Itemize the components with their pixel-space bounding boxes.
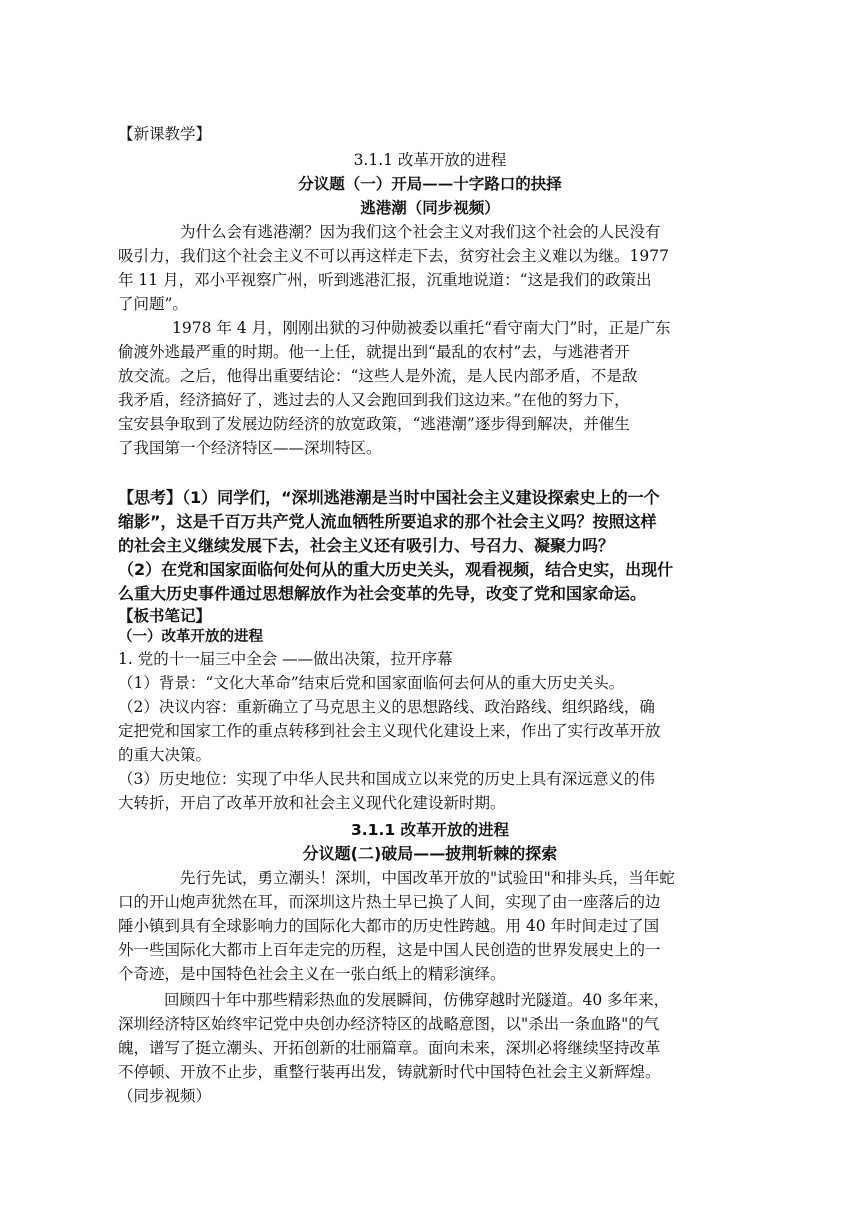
para3-line: 外一些国际化大都市上百年走完的历程，这是中国人民创造的世界发展史上的一 — [118, 941, 661, 959]
heading-subtopic-one: 分议题（一）开局——十字路口的抉择 — [298, 174, 562, 193]
para1-line: 年 11 月，邓小平视察广州，听到逃港汇报，沉重地说道：“这是我们的政策出 — [118, 271, 652, 289]
para4-line: 不停顿、开放不止步，重整行装再出发，铸就新时代中国特色社会主义新辉煌。 — [118, 1063, 661, 1081]
para2-line: 了我国第一个经济特区——深圳特区。 — [118, 439, 382, 457]
section-tag: 【新课教学】 — [118, 125, 212, 143]
para3-line: 陲小镇到具有全球影响力的国际化大都市的历史性跨越。用 40 年时间走过了国 — [118, 917, 660, 935]
think-line: 缩影”，这是千百万共产党人流血牺牲所要追求的那个社会主义吗？按照这样 — [118, 512, 657, 531]
para3-line: 个奇迹，是中国特色社会主义在一张白纸上的精彩演绎。 — [118, 965, 506, 983]
para3-line: 口的开山炮声犹然在耳，而深圳这片热土早已换了人间，实现了由一座落后的边 — [118, 893, 661, 911]
board-line: 定把党和国家工作的重点转移到社会主义现代化建设上来，作出了实行改革开放 — [118, 722, 661, 740]
heading-subtopic-two: 分议题(二)破局——披荆斩棘的探索 — [302, 844, 558, 863]
para4-line: 回顾四十年中那些精彩热血的发展瞬间，仿佛穿越时光隧道。40 多年来， — [164, 991, 670, 1009]
board-line: （2）决议内容：重新确立了马克思主义的思想路线、政治路线、组织路线，确 — [118, 698, 655, 716]
para1-line: 为什么会有逃港潮？因为我们这个社会主义对我们这个社会的人民没有 — [180, 223, 661, 241]
board-section-title: （一）改革开放的进程 — [118, 629, 263, 645]
think-line: 么重大历史事件通过思想解放作为社会变革的先导，改变了党和国家命运。 — [118, 584, 647, 603]
board-item-title: 1. 党的十一届三中全会 ——做出决策，拉开序幕 — [118, 650, 453, 668]
para3-line: 先行先试，勇立潮头！深圳，中国改革开放的"试验田"和排头兵，当年蛇 — [180, 869, 675, 887]
para1-line: 了问题”。 — [118, 295, 188, 313]
heading-escape-wave: 逃港潮（同步视频） — [360, 198, 500, 217]
para2-line: 宝安县争取到了发展边防经济的放宽政策，“逃港潮”逐步得到解决，并催生 — [118, 415, 630, 433]
board-notes-tag: 【板书笔记】 — [118, 607, 212, 625]
para2-line: 放交流。之后，他得出重要结论：“这些人是外流，是人民内部矛盾，不是敌 — [118, 367, 638, 385]
think-line: 【思考】（1）同学们，“深圳逃港潮是当时中国社会主义建设探索史上的一个 — [118, 488, 660, 507]
para4-line: （同步视频） — [118, 1087, 212, 1105]
para4-line: 魄，谱写了挺立潮头、开拓创新的壮丽篇章。面向未来，深圳必将继续坚持改革 — [118, 1039, 661, 1057]
heading-lesson-repeat: 3.1.1 改革开放的进程 — [350, 821, 510, 839]
think-line: （2）在党和国家面临何处何从的重大历史关头，观看视频，结合史实，出现什 — [118, 560, 674, 579]
board-line: （1）背景：“文化大革命”结束后党和国家面临何去何从的重大历史关头。 — [118, 674, 625, 692]
board-line: 的重大决策。 — [118, 746, 212, 764]
para2-line: 我矛盾，经济搞好了，逃过去的人又会跑回到我们这边来。”在他的努力下， — [118, 391, 630, 409]
heading-lesson: 3.1.1 改革开放的进程 — [353, 151, 507, 169]
board-line: （3）历史地位：实现了中华人民共和国成立以来党的历史上具有深远意义的伟 — [118, 770, 655, 788]
board-line: 大转折，开启了改革开放和社会主义现代化建设新时期。 — [118, 794, 506, 812]
para1-line: 吸引力，我们这个社会主义不可以再这样走下去，贫穷社会主义难以为继。1977 — [118, 247, 669, 265]
para2-line: 偷渡外逃最严重的时期。他一上任，就提出到“最乱的农村”去，与逃港者开 — [118, 343, 630, 361]
para2-line: 1978 年 4 月，刚刚出狱的习仲勋被委以重托“看守南大门”时，正是广东 — [172, 319, 671, 337]
para4-line: 深圳经济特区始终牢记党中央创办经济特区的战略意图，以"杀出一条血路"的气 — [118, 1015, 660, 1033]
think-line: 的社会主义继续发展下去，社会主义还有吸引力、号召力、凝聚力吗？ — [118, 536, 615, 555]
